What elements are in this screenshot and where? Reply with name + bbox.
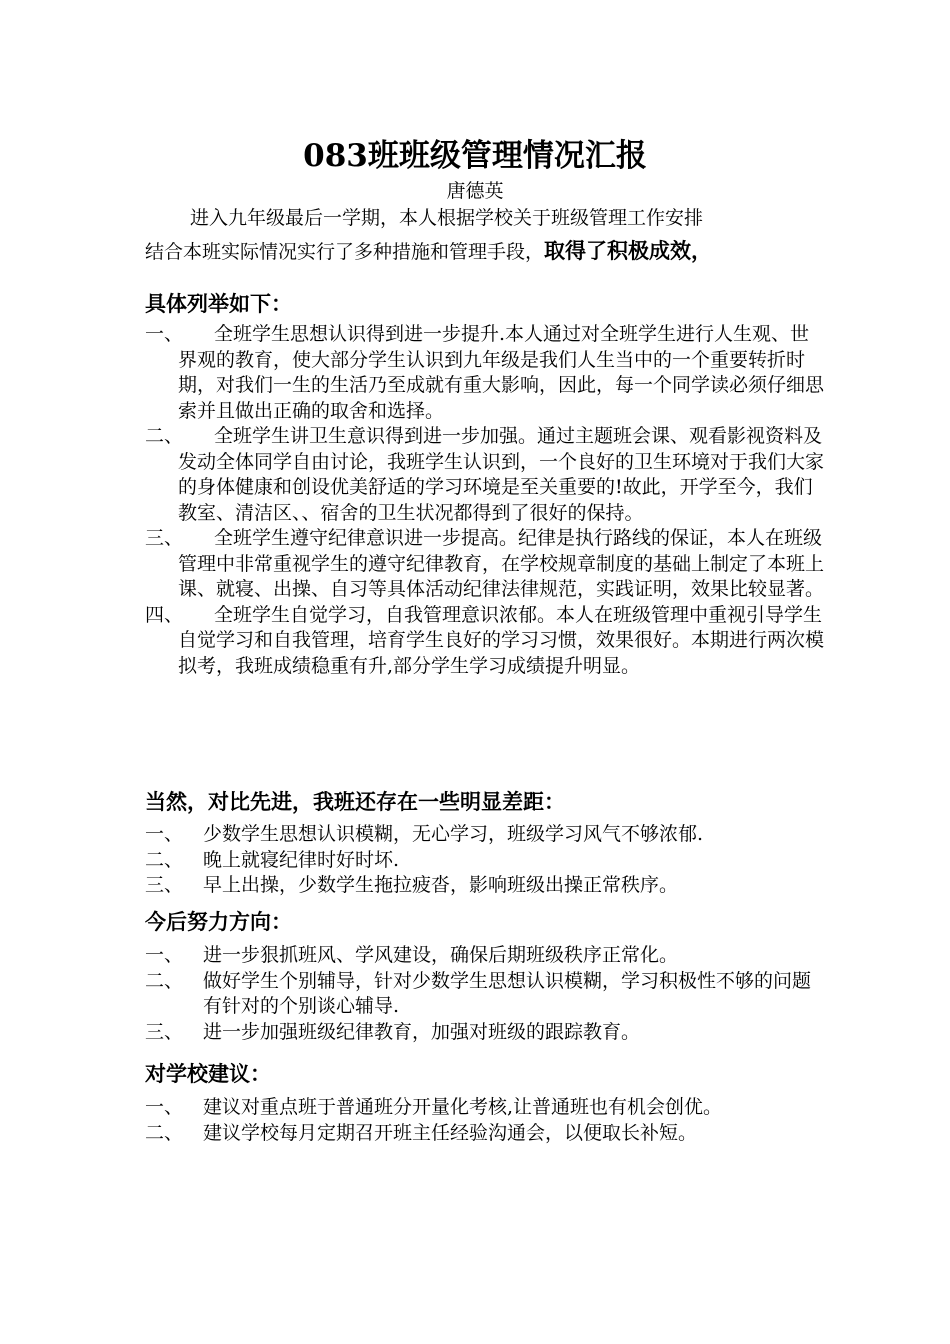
list-item	[145, 969, 825, 1020]
item-text: 全班学生讲卫生意识得到进一步加强。通过主题班会课、观看影视资料及发动全体同学自由讨论，我班学生认识到，一个良好的卫生环境对于我们大家的身体健康和创设优美舒适的学习环境是至关重要的!故此，开学至今，我们教室、清洁区、、宿舍的卫生状况都得到了很好的保持。	[178, 425, 825, 524]
item-text: 进一步狠抓班风、学风建设，确保后期班级秩序正常化。	[203, 944, 679, 966]
item-text: 少数学生思想认识模糊，无心学习，班级学习风气不够浓郁.	[203, 823, 704, 845]
item-number: 二、	[145, 848, 184, 871]
item-number: 一、	[145, 823, 184, 845]
list-item	[145, 822, 825, 848]
list-item	[145, 322, 825, 424]
achievements-list	[145, 322, 825, 679]
intro-line-1: 进入九年级最后一学期，本人根据学校关于班级管理工作安排	[190, 207, 704, 229]
item-text: 早上出操，少数学生拖拉疲沓，影响班级出操正常秩序。	[203, 874, 679, 896]
future-list	[145, 943, 825, 1045]
intro-line-2-bold: 取得了积极成效，	[544, 238, 713, 263]
item-text: 全班学生自觉学习，自我管理意识浓郁。本人在班级管理中重视引导学生自觉学习和自我管理，培育学生良好的学习习惯，效果很好。本期进行两次模拟考，我班成绩稳重有升,部分学生学习成绩提升明显。	[178, 603, 825, 677]
list-item	[145, 848, 825, 874]
list-item	[145, 1121, 845, 1147]
item-number: 二、	[145, 1121, 184, 1144]
item-text: 建议学校每月定期召开班主任经验沟通会，以便取长补短。	[203, 1121, 698, 1144]
list-item	[145, 526, 825, 603]
author-name: 唐德英	[446, 180, 504, 202]
document-title: 083班班级管理情况汇报	[303, 138, 647, 174]
item-number: 二、	[145, 969, 184, 992]
list-item	[145, 943, 825, 969]
item-text: 进一步加强班级纪律教育，加强对班级的跟踪教育。	[203, 1020, 641, 1043]
item-number: 三、	[145, 874, 184, 896]
suggest-heading: 对学校建议：	[145, 1061, 271, 1086]
item-number: 一、	[145, 323, 184, 345]
item-text: 全班学生遵守纪律意识进一步提高。纪律是执行路线的保证，本人在班级管理中非常重视学生的遵守纪律教育，在学校规章制度的基础上制定了本班上课、就寝、出操、自习等具体活动纪律法律规范，实践证明，效果比较显著。	[178, 527, 825, 600]
intro-line-3: 具体列举如下：	[145, 291, 292, 316]
intro-line-2-normal: 结合本班实际情况实行了多种措施和管理手段，	[145, 241, 545, 263]
intro-line-2	[145, 235, 712, 265]
item-text: 全班学生思想认识得到进一步提升.本人通过对全班学生进行人生观、世界观的教育，使大部分学生认识到九年级是我们人生当中的一个重要转折时期，对我们一生的生活乃至成就有重大影响，因此，每一个同学读必须仔细思索并且做出正确的取舍和选择。	[178, 323, 825, 422]
future-heading: 今后努力方向：	[145, 909, 292, 934]
suggestions-list	[145, 1095, 845, 1146]
item-number: 三、	[145, 527, 184, 549]
list-item	[145, 603, 825, 680]
item-number: 二、	[145, 425, 184, 447]
item-number: 一、	[145, 944, 184, 966]
gaps-list	[145, 822, 825, 899]
list-item	[145, 424, 825, 526]
gaps-heading: 当然，对比先进，我班还存在一些明显差距：	[145, 789, 565, 814]
item-number: 三、	[145, 1020, 184, 1043]
item-text: 建议对重点班于普通班分开量化考核,让普通班也有机会创优。	[203, 1096, 723, 1118]
list-item	[145, 873, 825, 899]
item-number: 一、	[145, 1096, 184, 1118]
item-number: 四、	[145, 603, 184, 626]
list-item	[145, 1095, 845, 1121]
item-text: 晚上就寝纪律时好时坏.	[203, 848, 400, 871]
item-text: 做好学生个别辅导，针对少数学生思想认识模糊，学习积极性不够的问题有针对的个别谈心辅导.	[203, 969, 812, 1017]
list-item	[145, 1020, 825, 1046]
